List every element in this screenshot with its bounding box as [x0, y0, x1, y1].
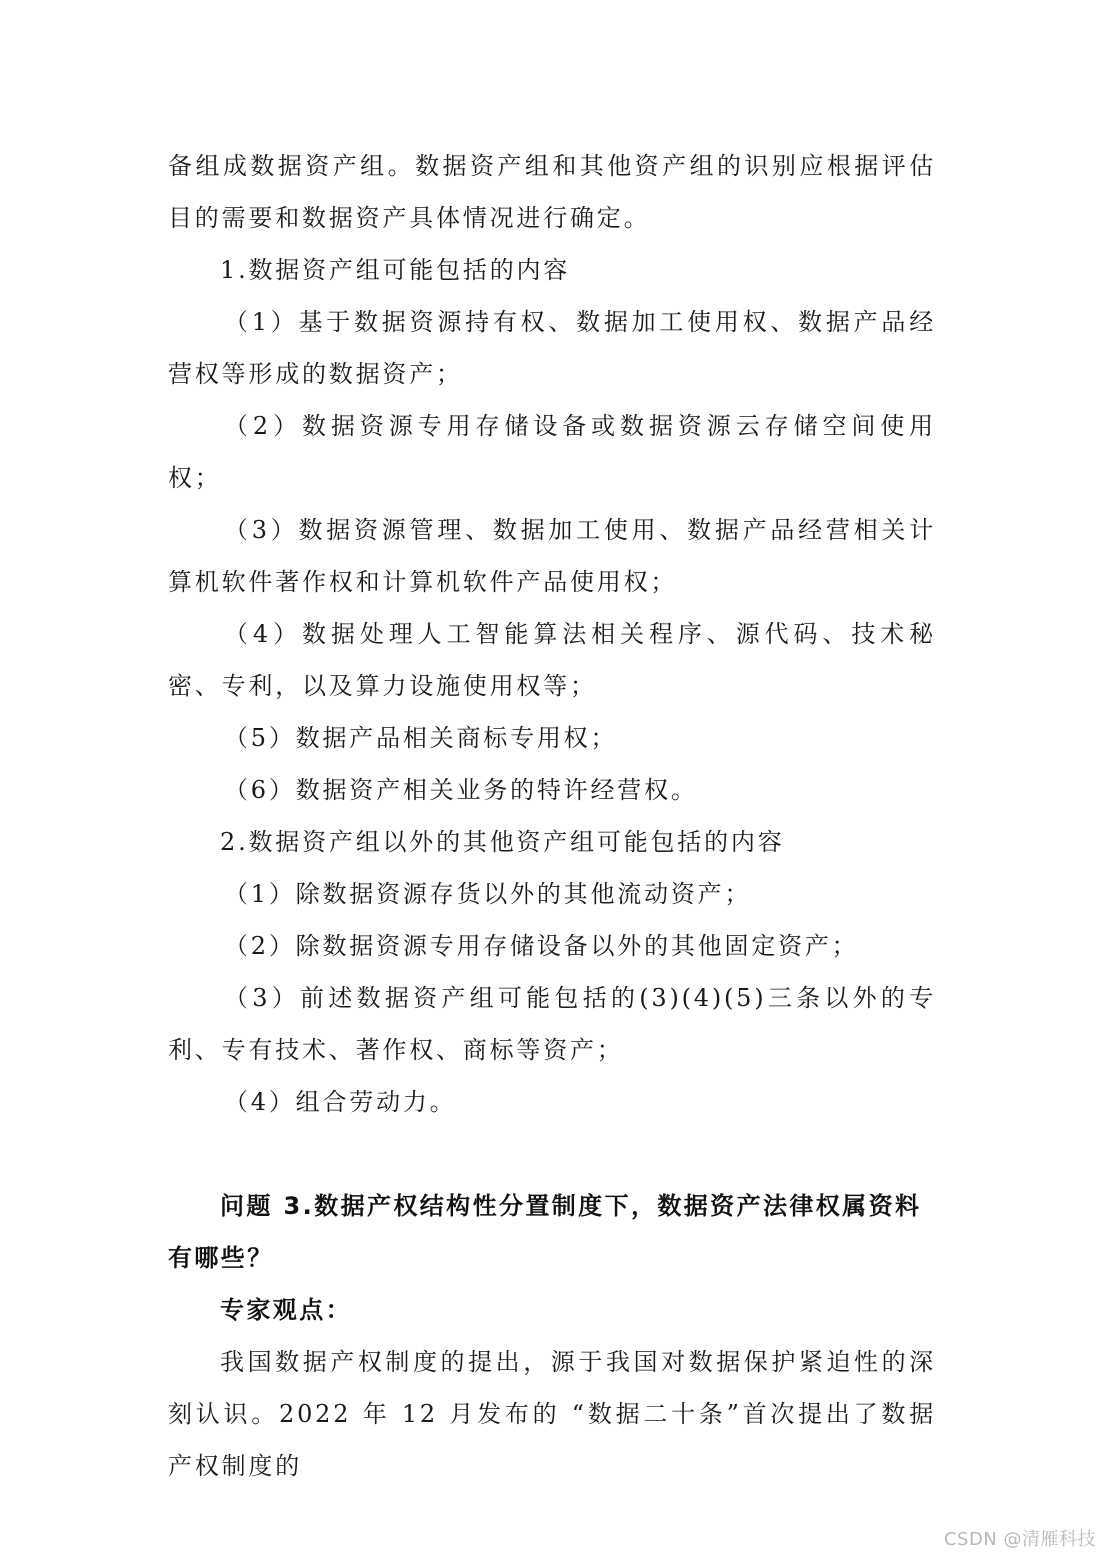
section-1-item-4: （4）数据处理人工智能算法相关程序、源代码、技术秘密、专利，以及算力设施使用权等；	[168, 620, 936, 700]
document-page	[168, 140, 936, 1492]
section-1-item-5: （5）数据产品相关商标专用权；	[224, 724, 618, 752]
section-2-item-4: （4）组合劳动力。	[224, 1088, 457, 1116]
section-1-item-6: （6）数据资产相关业务的特许经营权。	[224, 776, 698, 804]
section-1-item-3: （3）数据资源管理、数据加工使用、数据产品经营相关计算机软件著作权和计算机软件产品使用权；	[168, 516, 936, 596]
section-2-item-1: （1）除数据资源存货以外的其他流动资产；	[224, 880, 752, 908]
csdn-watermark: CSDN @清雁科技	[943, 1529, 1096, 1550]
section-2-item-2: （2）除数据资源专用存储设备以外的其他固定资产；	[224, 932, 859, 960]
expert-body: 我国数据产权制度的提出，源于我国对数据保护紧迫性的深刻认识。2022 年 12 月发布的 “数据二十条”首次提出了数据产权制度的	[168, 1348, 936, 1480]
section-1-item-1: （1）基于数据资源持有权、数据加工使用权、数据产品经营权等形成的数据资产；	[168, 308, 936, 388]
expert-label: 专家观点：	[220, 1296, 352, 1324]
section-2-item-3: （3）前述数据资产组可能包括的(3)(4)(5)三条以外的专利、专有技术、著作权、商标等资产；	[168, 984, 936, 1064]
question-heading: 问题 3.数据产权结构性分置制度下，数据资产法律权属资料有哪些？	[168, 1192, 922, 1272]
section-2-title: 2.数据资产组以外的其他资产组可能包括的内容	[220, 828, 785, 856]
paragraph-continuation: 备组成数据资产组。数据资产组和其他资产组的识别应根据评估目的需要和数据资产具体情况进行确定。	[168, 152, 936, 232]
section-1-item-2: （2）数据资源专用存储设备或数据资源云存储空间使用权；	[168, 412, 936, 492]
section-1-title: 1.数据资产组可能包括的内容	[220, 256, 571, 284]
section-spacer	[168, 1128, 936, 1180]
